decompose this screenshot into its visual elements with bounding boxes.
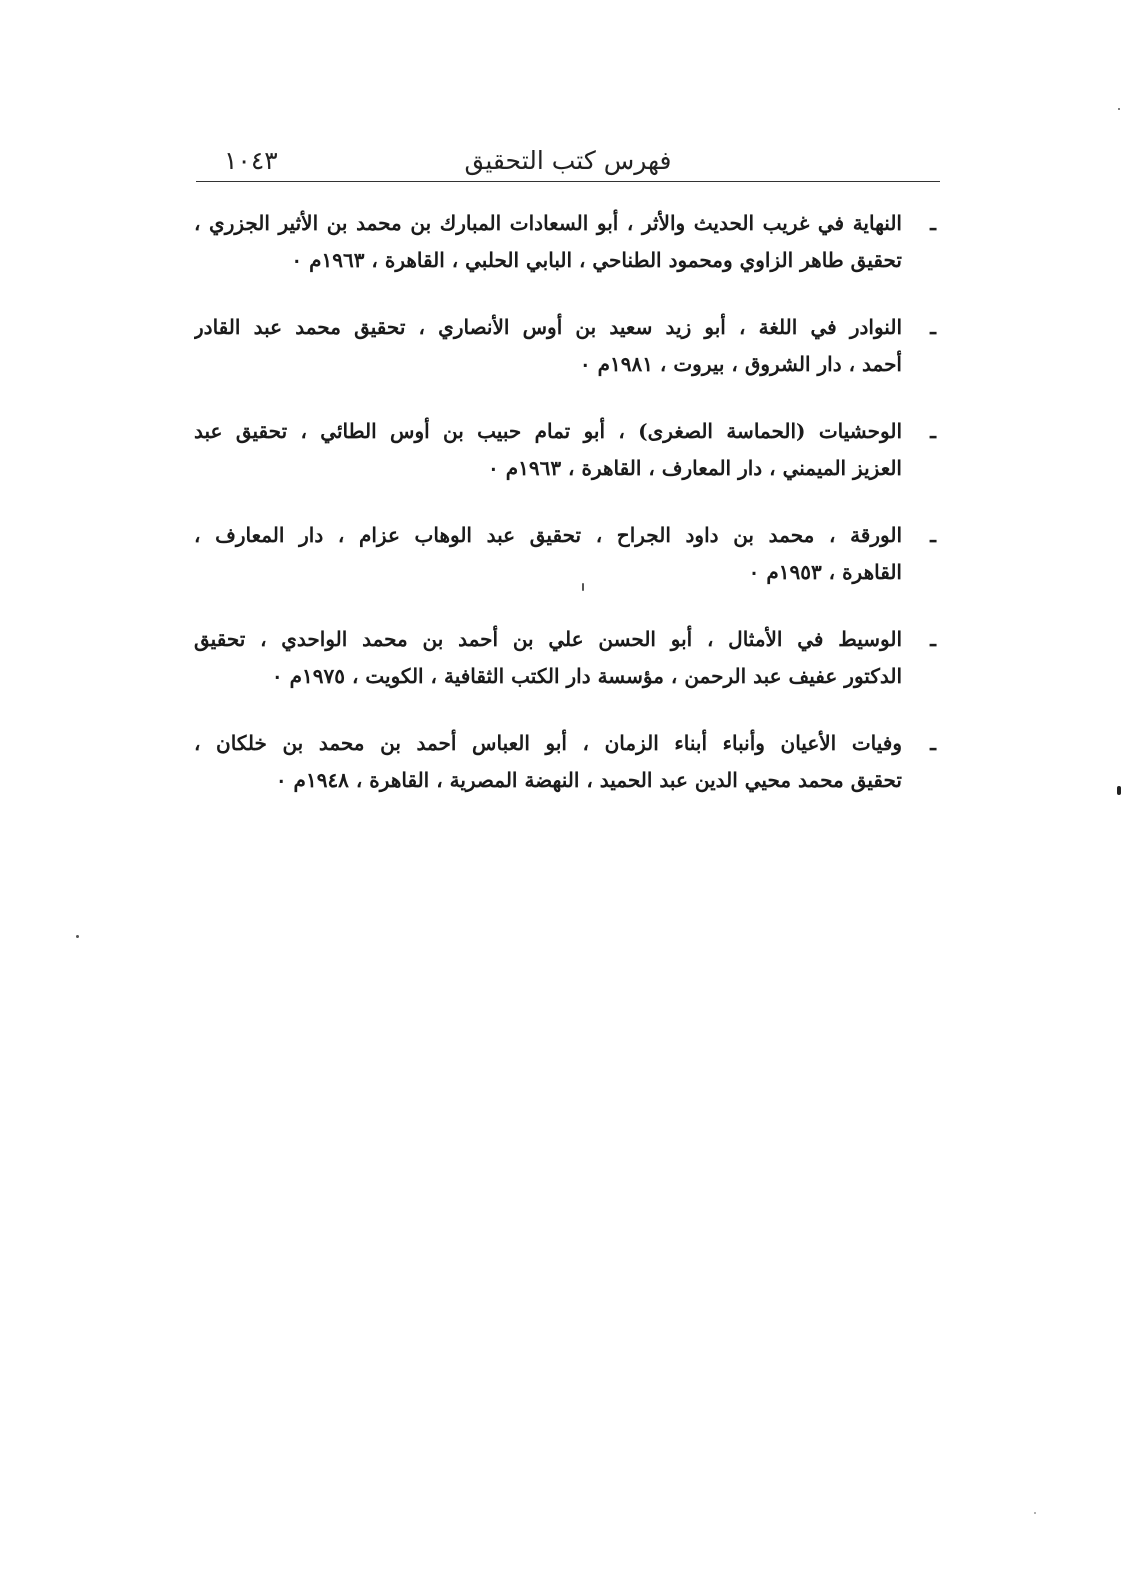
entry-line: الدكتور عفيف عبد الرحمن ، مؤسسة دار الكتب الثقافية ، الكويت ، ١٩٧٥م ٠ — [271, 664, 902, 688]
scan-speck — [1034, 1512, 1036, 1514]
page-number: ١٠٤٣ — [224, 146, 278, 175]
bibliography-entry — [194, 725, 936, 799]
entry-line: النهاية في غريب الحديث والأثر ، أبو السعادات المبارك بن محمد بن الأثير الجزري ، — [194, 211, 902, 235]
entry-line: أحمد ، دار الشروق ، بيروت ، ١٩٨١م ٠ — [579, 352, 902, 376]
entry-dash: ـ — [930, 211, 936, 235]
entry-line: العزيز الميمني ، دار المعارف ، القاهرة ، ١٩٦٣م ٠ — [488, 456, 902, 480]
scan-speck — [1118, 108, 1120, 110]
bibliography-entry — [194, 309, 936, 383]
bibliography-entry — [194, 205, 936, 279]
scan-speck — [582, 583, 584, 591]
bibliography-entry — [194, 517, 936, 591]
entry-dash: ـ — [930, 315, 936, 339]
header-divider — [196, 181, 940, 182]
entry-dash: ـ — [930, 731, 936, 755]
entry-line: الوحشيات (الحماسة الصغرى) ، أبو تمام حبيب بن أوس الطائي ، تحقيق عبد — [194, 419, 902, 443]
entry-line: الوسيط في الأمثال ، أبو الحسن علي بن أحمد بن محمد الواحدي ، تحقيق — [194, 627, 902, 651]
entry-dash: ـ — [930, 523, 936, 547]
entry-line: تحقيق طاهر الزاوي ومحمود الطناحي ، البابي الحلبي ، القاهرة ، ١٩٦٣م ٠ — [291, 248, 902, 272]
entry-dash: ـ — [930, 627, 936, 651]
bibliography-entry — [194, 413, 936, 487]
bibliography-list — [194, 205, 936, 829]
scan-speck — [1117, 786, 1121, 795]
running-header — [196, 142, 940, 182]
page-title: فهرس كتب التحقيق — [464, 146, 672, 175]
entry-line: القاهرة ، ١٩٥٣م ٠ — [748, 560, 902, 584]
entry-dash: ـ — [930, 419, 936, 443]
entry-line: النوادر في اللغة ، أبو زيد سعيد بن أوس الأنصاري ، تحقيق محمد عبد القادر — [194, 315, 902, 339]
bibliography-entry — [194, 621, 936, 695]
entry-line: تحقيق محمد محيي الدين عبد الحميد ، النهضة المصرية ، القاهرة ، ١٩٤٨م ٠ — [275, 768, 902, 792]
scan-speck — [76, 935, 79, 938]
entry-line: وفيات الأعيان وأنباء أبناء الزمان ، أبو العباس أحمد بن محمد بن خلكان ، — [194, 731, 902, 755]
entry-line: الورقة ، محمد بن داود الجراح ، تحقيق عبد الوهاب عزام ، دار المعارف ، — [194, 523, 902, 547]
